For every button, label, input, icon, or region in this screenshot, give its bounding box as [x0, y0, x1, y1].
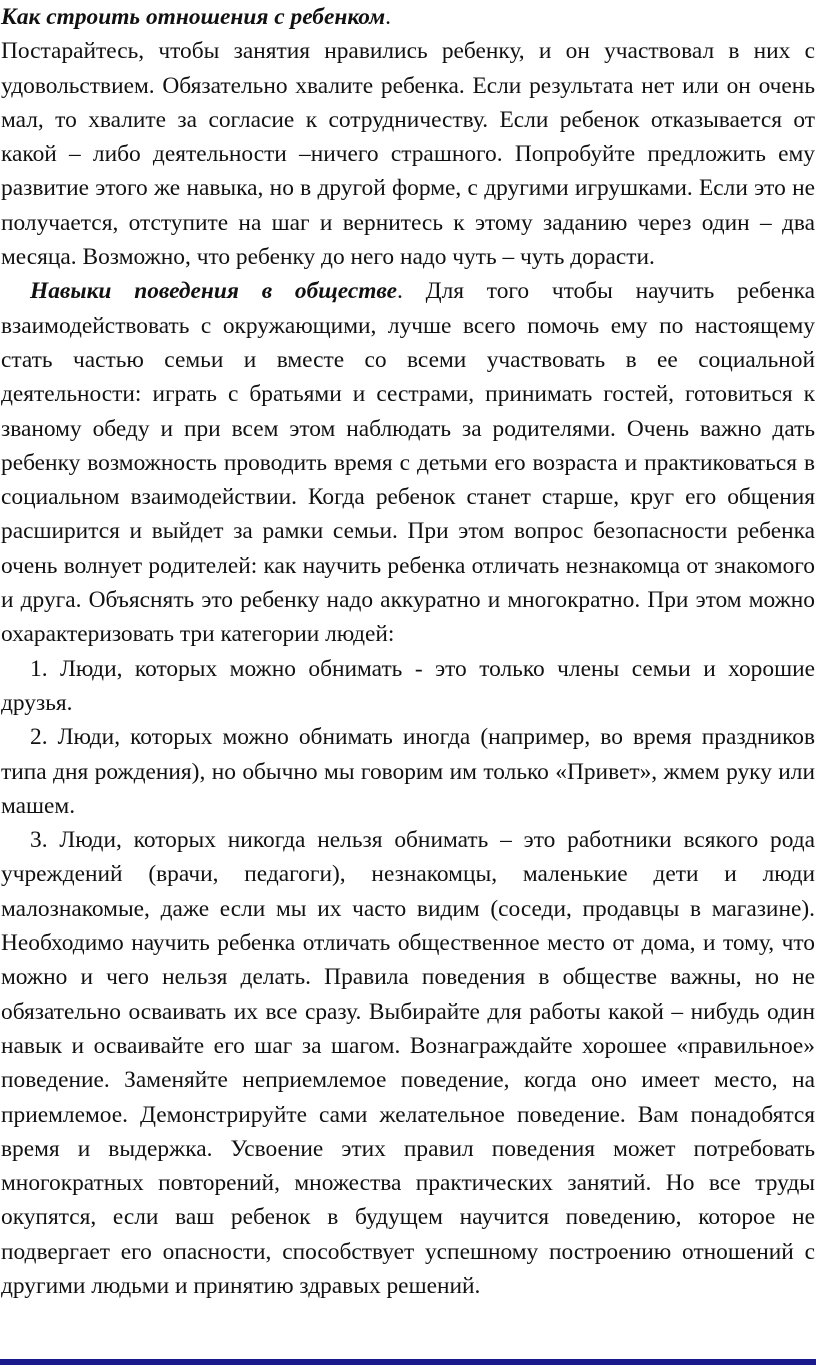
- section-title: [1, 0, 815, 34]
- list-item-2: 2. Люди, которых можно обнимать иногда (например, во время праздников типа дня рождения), но обычно мы говорим им только «Привет», жмем руку или машем.: [1, 724, 815, 819]
- paragraph-2-heading: Навыки поведения в обществе: [30, 278, 397, 305]
- paragraph-2-text: . Для того чтобы научить ребенка взаимодействовать с окружающими, лучше всего помочь ему по настоящему стать частью семьи и вместе со всеми участвовать в ее социальной деятельности: играть с братьями и сестрами, принимать гостей, готовиться к званому обеду и при всем этом наблюдать за родителями. Очень важно дать ребенку возможность проводить время с детьми его возраста и практиковаться в социальном взаимодействии. Когда ребенок станет старше, круг его общения расширится и выйдет за рамки семьи. При этом вопрос безопасности ребенка очень волнует родителей: как научить ребенка отличать незнакомца от знакомого и друга. Объяснять это ребенку надо аккуратно и многократно. При этом можно охарактеризовать три категории людей:: [1, 278, 815, 648]
- list-item-3: 3. Люди, которых никогда нельзя обнимать – это работники всякого рода учреждений (врачи, педагоги), незнакомцы, маленькие дети и люди малознакомые, даже если мы их часто видим (соседи, продавцы в магазине). Необходимо научить ребенка отличать общественное место от дома, и тому, что можно и чего нельзя делать. Правила поведения в обществе важны, но не обязательно осваивать их все сразу. Выбирайте для работы какой – нибудь один навык и осваивайте его шаг за шагом. Вознаграждайте хорошее «правильное» поведение. Заменяйте неприемлемое поведение, когда оно имеет место, на приемлемое. Демонстрируйте сами желательное поведение. Вам понадобятся время и выдержка. Усвоение этих правил поведения может потребовать многократных повторений, множества практических занятий. Но все труды окупятся, если ваш ребенок в будущем научится поведению, которое не подвергает его опасности, способствует успешному построению отношений с другими людьми и принятию здравых решений.: [1, 827, 815, 1299]
- section-title-heading: Как строить отношения с ребенком: [1, 4, 386, 30]
- list-item-1: 1. Люди, которых можно обнимать - это только члены семьи и хорошие друзья.: [1, 655, 815, 716]
- section-title-punct: .: [385, 4, 391, 30]
- page-bottom-border: [0, 1359, 816, 1365]
- paragraph-2: [1, 274, 815, 651]
- paragraph-1: Постарайтесь, чтобы занятия нравились ребенку, и он участвовал в них с удовольствием. Обязательно хвалите ребенка. Если результата нет или он очень мал, то хвалите за согласие к сотрудничеству. Если ребенок отказывается от какой – либо деятельности –ничего страшного. Попробуйте предложить ему развитие этого же навыка, но в другой форме, с другими игрушками. Если это не получается, отступите на шаг и вернитесь к этому заданию через один – два месяца. Возможно, что ребенку до него надо чуть – чуть дорасти.: [1, 38, 815, 271]
